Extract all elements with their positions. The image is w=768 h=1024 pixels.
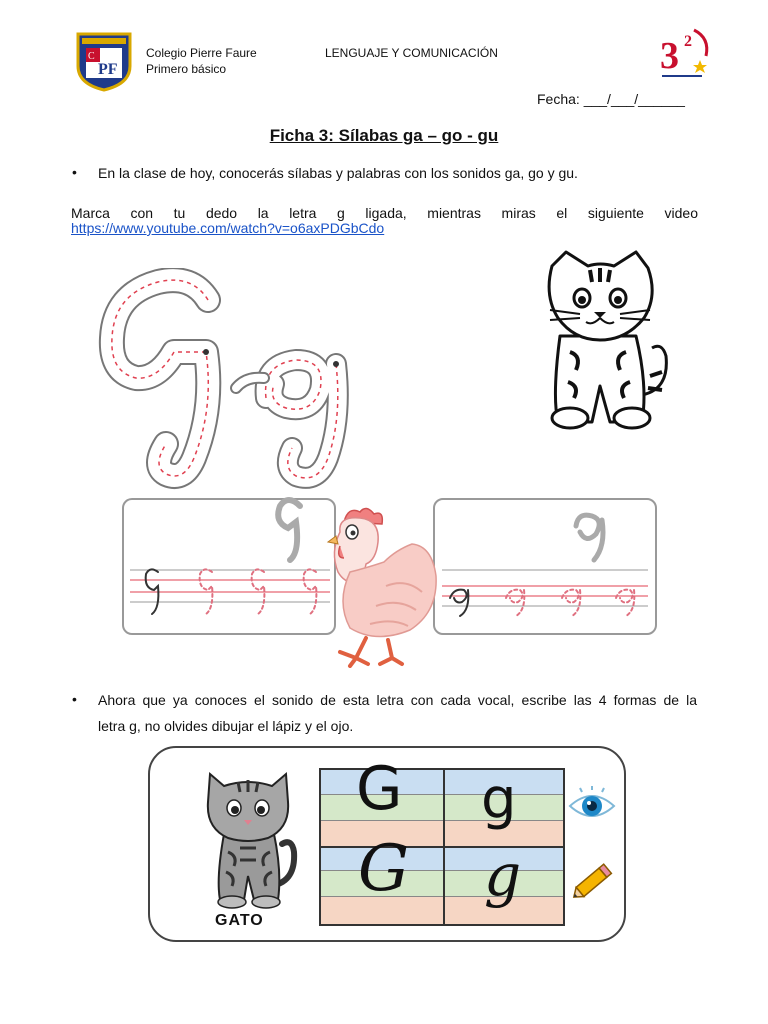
grade-label: Primero básico: [146, 62, 227, 76]
logo-letters: PF: [98, 61, 118, 78]
practice-letters-upper: [140, 492, 340, 622]
task-text-line2: letra g, no olvides dibujar el lápiz y el ojo.: [98, 718, 354, 734]
eye-icon: [568, 786, 616, 826]
task-text-line1: Ahora que ya conoces el sonido de esta letra con cada vocal, escribe las 4 formas de la: [98, 692, 697, 708]
gray-cat-illustration: [198, 768, 298, 910]
hen-illustration: [326, 502, 440, 668]
practice-letters-lower: [446, 506, 652, 624]
tracing-letters: [96, 268, 396, 496]
pencil-icon: [568, 858, 618, 904]
cat-illustration: [530, 246, 680, 436]
program-logo: [654, 26, 712, 84]
program-logo-sup: 2: [684, 33, 692, 50]
subject-label: LENGUAJE Y COMUNICACIÓN: [325, 46, 498, 60]
cursive-upper-g: G: [358, 832, 410, 906]
date-field: Fecha: ___/___/______: [537, 91, 685, 107]
program-logo-number: 3: [660, 35, 679, 77]
cursive-lower-g: g: [484, 841, 522, 909]
bullet-dot: •: [72, 164, 77, 180]
school-logo: [76, 32, 132, 92]
intro-text: En la clase de hoy, conocerás sílabas y palabras con los sonidos ga, go y gu.: [98, 165, 578, 181]
logo-small-letter: C: [88, 51, 95, 62]
animal-label: GATO: [215, 912, 264, 929]
school-name: Colegio Pierre Faure: [146, 46, 257, 60]
page-title: Ficha 3: Sílabas ga – go - gu: [269, 126, 499, 145]
print-upper-g: G: [356, 754, 403, 824]
instruction-text: Marca con tu dedo la letra g ligada, mientras miras el siguiente video: [71, 205, 698, 221]
video-link[interactable]: https://www.youtube.com/watch?v=o6axPDGbCdo: [71, 220, 385, 236]
bullet-dot-2: •: [72, 691, 77, 707]
print-lower-g: g: [481, 767, 517, 832]
